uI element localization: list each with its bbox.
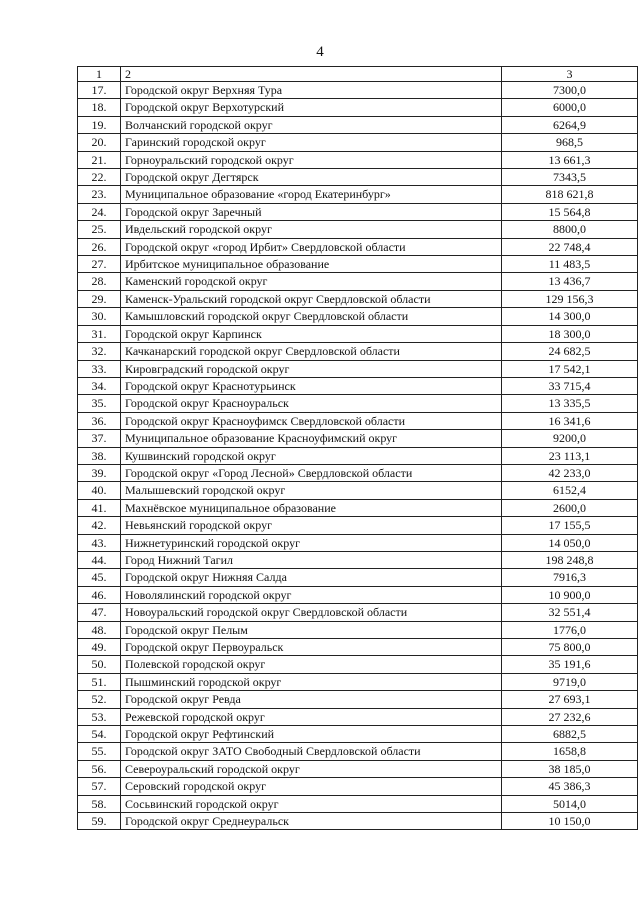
amount-value: 27 693,1 xyxy=(502,691,638,708)
municipality-name: Кушвинский городской округ xyxy=(121,447,502,464)
row-number: 49. xyxy=(78,639,121,656)
municipality-name: Нижнетуринский городской округ xyxy=(121,534,502,551)
column-header-2: 2 xyxy=(121,67,502,82)
amount-value: 13 335,5 xyxy=(502,395,638,412)
table-row xyxy=(78,760,638,777)
table-row xyxy=(78,256,638,273)
amount-value: 5014,0 xyxy=(502,795,638,812)
municipality-name: Муниципальное образование Красноуфимский округ xyxy=(121,430,502,447)
amount-value: 23 113,1 xyxy=(502,447,638,464)
column-header-3: 3 xyxy=(502,67,638,82)
row-number: 30. xyxy=(78,308,121,325)
row-number: 55. xyxy=(78,743,121,760)
table-row xyxy=(78,325,638,342)
amount-value: 198 248,8 xyxy=(502,551,638,568)
table-row xyxy=(78,482,638,499)
municipality-name: Городской округ Нижняя Салда xyxy=(121,569,502,586)
amount-value: 1776,0 xyxy=(502,621,638,638)
amount-value: 42 233,0 xyxy=(502,464,638,481)
municipality-name: Горноуральский городской округ xyxy=(121,151,502,168)
row-number: 21. xyxy=(78,151,121,168)
amount-value: 18 300,0 xyxy=(502,325,638,342)
municipality-name: Малышевский городской округ xyxy=(121,482,502,499)
municipality-name: Городской округ Пелым xyxy=(121,621,502,638)
row-number: 18. xyxy=(78,99,121,116)
row-number: 43. xyxy=(78,534,121,551)
row-number: 31. xyxy=(78,325,121,342)
table-row xyxy=(78,169,638,186)
amount-value: 33 715,4 xyxy=(502,377,638,394)
column-header-1: 1 xyxy=(78,67,121,82)
table-row xyxy=(78,639,638,656)
table-row xyxy=(78,186,638,203)
row-number: 37. xyxy=(78,430,121,447)
table-row xyxy=(78,795,638,812)
amount-value: 2600,0 xyxy=(502,499,638,516)
amount-value: 13 436,7 xyxy=(502,273,638,290)
table-row xyxy=(78,464,638,481)
amount-value: 35 191,6 xyxy=(502,656,638,673)
table-body xyxy=(78,82,638,830)
row-number: 20. xyxy=(78,134,121,151)
row-number: 23. xyxy=(78,186,121,203)
amount-value: 129 156,3 xyxy=(502,290,638,307)
row-number: 33. xyxy=(78,360,121,377)
amount-value: 14 050,0 xyxy=(502,534,638,551)
row-number: 45. xyxy=(78,569,121,586)
amount-value: 6152,4 xyxy=(502,482,638,499)
row-number: 38. xyxy=(78,447,121,464)
municipality-name: Новоуральский городской округ Свердловской области xyxy=(121,604,502,621)
amount-value: 10 150,0 xyxy=(502,813,638,830)
amount-value: 968,5 xyxy=(502,134,638,151)
amount-value: 24 682,5 xyxy=(502,343,638,360)
row-number: 32. xyxy=(78,343,121,360)
row-number: 28. xyxy=(78,273,121,290)
municipality-name: Городской округ Среднеуральск xyxy=(121,813,502,830)
municipality-name: Пышминский городской округ xyxy=(121,673,502,690)
table-row xyxy=(78,221,638,238)
row-number: 50. xyxy=(78,656,121,673)
table-row xyxy=(78,517,638,534)
row-number: 26. xyxy=(78,238,121,255)
table-row xyxy=(78,82,638,99)
amount-value: 22 748,4 xyxy=(502,238,638,255)
municipality-name: Городской округ «Город Лесной» Свердловской области xyxy=(121,464,502,481)
row-number: 59. xyxy=(78,813,121,830)
amount-value: 8800,0 xyxy=(502,221,638,238)
municipality-name: Муниципальное образование «город Екатеринбург» xyxy=(121,186,502,203)
row-number: 24. xyxy=(78,203,121,220)
table-row xyxy=(78,308,638,325)
allocation-table xyxy=(77,66,638,830)
table-row xyxy=(78,499,638,516)
table-row xyxy=(78,273,638,290)
amount-value: 75 800,0 xyxy=(502,639,638,656)
row-number: 58. xyxy=(78,795,121,812)
row-number: 44. xyxy=(78,551,121,568)
table-row xyxy=(78,726,638,743)
amount-value: 7343,5 xyxy=(502,169,638,186)
row-number: 17. xyxy=(78,82,121,99)
municipality-name: Городской округ Ревда xyxy=(121,691,502,708)
amount-value: 7300,0 xyxy=(502,82,638,99)
municipality-name: Городской округ Заречный xyxy=(121,203,502,220)
table-row xyxy=(78,534,638,551)
row-number: 22. xyxy=(78,169,121,186)
row-number: 54. xyxy=(78,726,121,743)
row-number: 36. xyxy=(78,412,121,429)
amount-value: 6882,5 xyxy=(502,726,638,743)
table-row xyxy=(78,604,638,621)
municipality-name: Камышловский городской округ Свердловской области xyxy=(121,308,502,325)
page-number: 4 xyxy=(316,44,324,60)
municipality-name: Серовский городской округ xyxy=(121,778,502,795)
municipality-name: Полевской городской округ xyxy=(121,656,502,673)
table-row xyxy=(78,656,638,673)
amount-value: 14 300,0 xyxy=(502,308,638,325)
municipality-name: Ирбитское муниципальное образование xyxy=(121,256,502,273)
table-row xyxy=(78,708,638,725)
municipality-name: Североуральский городской округ xyxy=(121,760,502,777)
row-number: 57. xyxy=(78,778,121,795)
table-row xyxy=(78,430,638,447)
row-number: 56. xyxy=(78,760,121,777)
municipality-name: Город Нижний Тагил xyxy=(121,551,502,568)
table-row xyxy=(78,569,638,586)
table-row xyxy=(78,586,638,603)
amount-value: 17 542,1 xyxy=(502,360,638,377)
amount-value: 9719,0 xyxy=(502,673,638,690)
municipality-name: Новолялинский городской округ xyxy=(121,586,502,603)
row-number: 47. xyxy=(78,604,121,621)
municipality-name: Каменский городской округ xyxy=(121,273,502,290)
amount-value: 6264,9 xyxy=(502,116,638,133)
municipality-name: Городской округ Краснотурьинск xyxy=(121,377,502,394)
row-number: 19. xyxy=(78,116,121,133)
row-number: 35. xyxy=(78,395,121,412)
municipality-name: Городской округ Верхотурский xyxy=(121,99,502,116)
table-row xyxy=(78,134,638,151)
municipality-name: Махнёвское муниципальное образование xyxy=(121,499,502,516)
amount-value: 13 661,3 xyxy=(502,151,638,168)
table-row xyxy=(78,813,638,830)
municipality-name: Кировградский городской округ xyxy=(121,360,502,377)
row-number: 41. xyxy=(78,499,121,516)
row-number: 51. xyxy=(78,673,121,690)
municipality-name: Городской округ Карпинск xyxy=(121,325,502,342)
municipality-name: Качканарский городской округ Свердловской области xyxy=(121,343,502,360)
municipality-name: Городской округ Первоуральск xyxy=(121,639,502,656)
table-row xyxy=(78,447,638,464)
amount-value: 818 621,8 xyxy=(502,186,638,203)
municipality-name: Городской округ Дегтярск xyxy=(121,169,502,186)
row-number: 46. xyxy=(78,586,121,603)
amount-value: 32 551,4 xyxy=(502,604,638,621)
amount-value: 15 564,8 xyxy=(502,203,638,220)
amount-value: 11 483,5 xyxy=(502,256,638,273)
table-header-row xyxy=(78,67,638,82)
municipality-name: Городской округ Верхняя Тура xyxy=(121,82,502,99)
municipality-name: Городской округ Красноуральск xyxy=(121,395,502,412)
municipality-name: Гаринский городской округ xyxy=(121,134,502,151)
amount-value: 17 155,5 xyxy=(502,517,638,534)
table-row xyxy=(78,621,638,638)
municipality-name: Волчанский городской округ xyxy=(121,116,502,133)
table-row xyxy=(78,691,638,708)
table-row xyxy=(78,360,638,377)
amount-value: 6000,0 xyxy=(502,99,638,116)
municipality-name: Невьянский городской округ xyxy=(121,517,502,534)
table-row xyxy=(78,673,638,690)
row-number: 34. xyxy=(78,377,121,394)
row-number: 25. xyxy=(78,221,121,238)
municipality-name: Городской округ Красноуфимск Свердловской области xyxy=(121,412,502,429)
row-number: 42. xyxy=(78,517,121,534)
row-number: 48. xyxy=(78,621,121,638)
table-row xyxy=(78,238,638,255)
row-number: 39. xyxy=(78,464,121,481)
row-number: 52. xyxy=(78,691,121,708)
table-row xyxy=(78,412,638,429)
table-row xyxy=(78,151,638,168)
amount-value: 7916,3 xyxy=(502,569,638,586)
table-row xyxy=(78,290,638,307)
amount-value: 27 232,6 xyxy=(502,708,638,725)
amount-value: 10 900,0 xyxy=(502,586,638,603)
row-number: 29. xyxy=(78,290,121,307)
municipality-name: Режевской городской округ xyxy=(121,708,502,725)
row-number: 27. xyxy=(78,256,121,273)
amount-value: 16 341,6 xyxy=(502,412,638,429)
table-row xyxy=(78,116,638,133)
table-row xyxy=(78,778,638,795)
municipality-name: Городской округ «город Ирбит» Свердловской области xyxy=(121,238,502,255)
row-number: 40. xyxy=(78,482,121,499)
table-row xyxy=(78,551,638,568)
municipality-name: Городской округ ЗАТО Свободный Свердловской области xyxy=(121,743,502,760)
amount-value: 9200,0 xyxy=(502,430,638,447)
amount-value: 1658,8 xyxy=(502,743,638,760)
row-number: 53. xyxy=(78,708,121,725)
table-row xyxy=(78,743,638,760)
municipality-name: Ивдельский городской округ xyxy=(121,221,502,238)
table-row xyxy=(78,203,638,220)
table-row xyxy=(78,377,638,394)
municipality-name: Каменск-Уральский городской округ Свердловской области xyxy=(121,290,502,307)
table-row xyxy=(78,343,638,360)
amount-value: 38 185,0 xyxy=(502,760,638,777)
amount-value: 45 386,3 xyxy=(502,778,638,795)
table-row xyxy=(78,395,638,412)
municipality-name: Городской округ Рефтинский xyxy=(121,726,502,743)
table-row xyxy=(78,99,638,116)
municipality-name: Сосьвинский городской округ xyxy=(121,795,502,812)
